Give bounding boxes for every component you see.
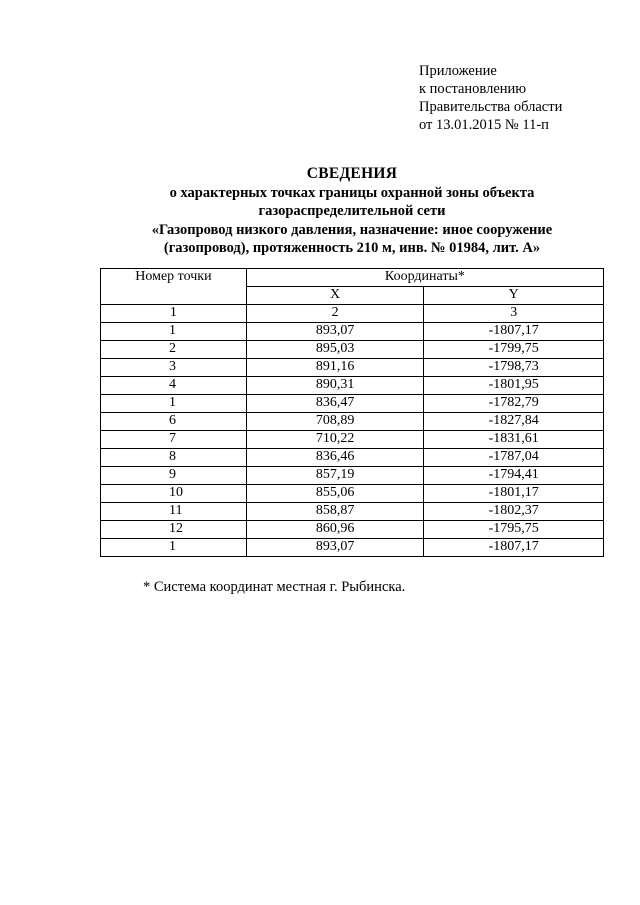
y-cell: -1807,17 [424,539,604,557]
appendix-line-2: к постановлению [419,81,527,97]
coordinates-table [100,268,604,557]
header-x: X [246,287,424,305]
table-row [101,503,604,521]
y-cell: -1802,37 [424,503,604,521]
header-coordinates: Координаты* [246,269,603,287]
point-number-cell: 1 [101,395,247,413]
table-row [101,431,604,449]
x-cell: 836,47 [246,395,424,413]
index-cell: 2 [246,305,424,323]
point-number-cell: 1 [101,539,247,557]
table-row [101,467,604,485]
title-line-2: газораспределительной сети [258,203,446,219]
appendix-line-1: Приложение [419,63,497,79]
point-number-cell: 10 [101,485,247,503]
title-line-1: о характерных точках границы охранной зоны объекта [169,184,535,201]
appendix-line-3: Правительства области [419,99,563,115]
x-cell: 857,19 [246,467,424,485]
table-row [101,323,604,341]
table-row [101,521,604,539]
header-y: Y [424,287,604,305]
y-cell: -1799,75 [424,341,604,359]
x-cell: 891,16 [246,359,424,377]
point-number-cell: 9 [101,467,247,485]
table-index-row [101,305,604,323]
footnote: * Система координат местная г. Рыбинска. [143,579,406,595]
title-line-3: «Газопровод низкого давления, назначение: иное сооружение [151,221,553,238]
x-cell: 893,07 [246,539,424,557]
y-cell: -1831,61 [424,431,604,449]
y-cell: -1787,04 [424,449,604,467]
x-cell: 893,07 [246,323,424,341]
appendix-line-4: от 13.01.2015 № 11-п [419,117,549,133]
table-body [101,323,604,557]
x-cell: 860,96 [246,521,424,539]
index-cell: 1 [101,305,247,323]
point-number-cell: 8 [101,449,247,467]
x-cell: 895,03 [246,341,424,359]
point-number-cell: 6 [101,413,247,431]
point-number-cell: 1 [101,323,247,341]
page-title: СВЕДЕНИЯ [306,165,398,182]
title-line-4: (газопровод), протяженность 210 м, инв. № 01984, лит. А» [163,240,541,256]
x-cell: 836,46 [246,449,424,467]
table-row [101,395,604,413]
table-row [101,449,604,467]
table-row [101,413,604,431]
table-header-row [101,269,604,287]
point-number-cell: 7 [101,431,247,449]
x-cell: 858,87 [246,503,424,521]
y-cell: -1798,73 [424,359,604,377]
y-cell: -1794,41 [424,467,604,485]
table-row [101,539,604,557]
y-cell: -1782,79 [424,395,604,413]
x-cell: 708,89 [246,413,424,431]
header-point-number: Номер точки [101,269,247,305]
y-cell: -1827,84 [424,413,604,431]
y-cell: -1807,17 [424,323,604,341]
y-cell: -1795,75 [424,521,604,539]
table-row [101,377,604,395]
y-cell: -1801,95 [424,377,604,395]
appendix-note [419,62,562,134]
point-number-cell: 11 [101,503,247,521]
document-title [100,165,604,258]
y-cell: -1801,17 [424,485,604,503]
table-row [101,341,604,359]
point-number-cell: 4 [101,377,247,395]
point-number-cell: 12 [101,521,247,539]
index-cell: 3 [424,305,604,323]
x-cell: 855,06 [246,485,424,503]
point-number-cell: 3 [101,359,247,377]
point-number-cell: 2 [101,341,247,359]
table-row [101,485,604,503]
x-cell: 890,31 [246,377,424,395]
x-cell: 710,22 [246,431,424,449]
table-row [101,359,604,377]
